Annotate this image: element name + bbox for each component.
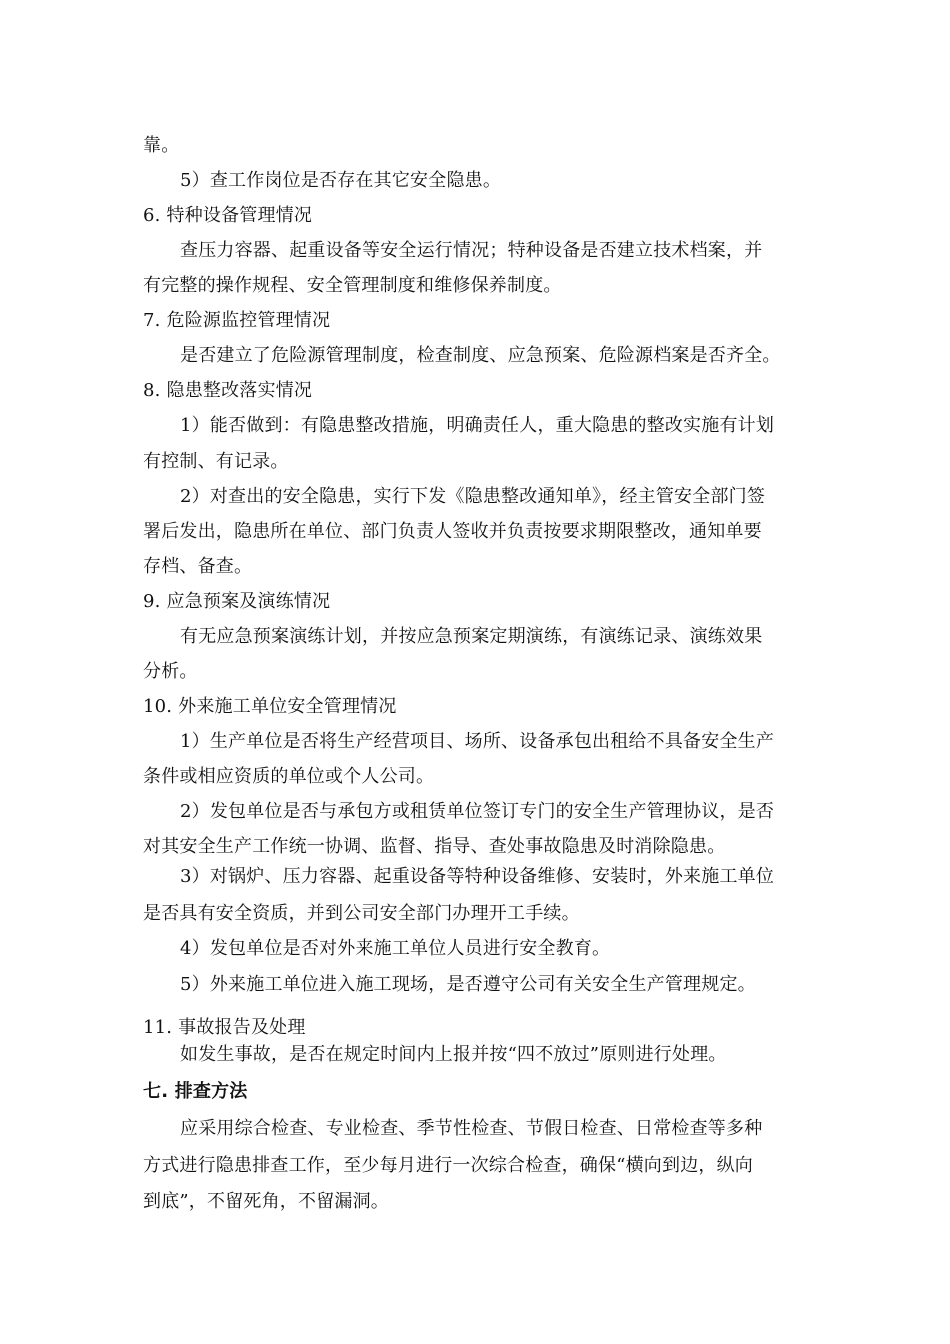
paragraph-line: 条件或相应资质的单位或个人公司。 [143,766,435,787]
paragraph-line: 3）对锅炉、压力容器、起重设备等特种设备维修、安装时，外来施工单位 [180,866,775,887]
section-heading-10: 10. 外来施工单位安全管理情况 [143,696,397,717]
paragraph-line: 如发生事故，是否在规定时间内上报并按“四不放过”原则进行处理。 [180,1044,727,1065]
section-heading-6: 6. 特种设备管理情况 [143,205,313,226]
paragraph-line: 分析。 [143,661,198,682]
text-line-item-5: 5）查工作岗位是否存在其它安全隐患。 [180,170,502,191]
paragraph-line: 有完整的操作规程、安全管理制度和维修保养制度。 [143,275,562,296]
paragraph-line: 2）对查出的安全隐患，实行下发《隐患整改通知单》，经主管安全部门签 [180,486,766,507]
paragraph-line: 1）能否做到：有隐患整改措施，明确责任人，重大隐患的整改实施有计划 [180,415,775,436]
paragraph-line: 4）发包单位是否对外来施工单位人员进行安全教育。 [180,938,611,959]
paragraph-line: 1）生产单位是否将生产经营项目、场所、设备承包出租给不具备安全生产 [180,731,775,752]
paragraph-line: 到底”，不留死角，不留漏洞。 [143,1191,390,1212]
paragraph-line: 方式进行隐患排查工作，至少每月进行一次综合检查，确保“横向到边，纵向 [143,1155,753,1176]
text-line-continuation: 靠。 [143,135,180,156]
section-heading-8: 8. 隐患整改落实情况 [143,380,313,401]
section-heading-7-methods: 七. 排查方法 [143,1081,248,1102]
paragraph-line: 有无应急预案演练计划，并按应急预案定期演练，有演练记录、演练效果 [180,626,763,647]
paragraph-line: 5）外来施工单位进入施工现场，是否遵守公司有关安全生产管理规定。 [180,974,756,995]
paragraph-line: 查压力容器、起重设备等安全运行情况；特种设备是否建立技术档案，并 [180,240,763,261]
section-heading-7: 7. 危险源监控管理情况 [143,310,331,331]
paragraph-line: 应采用综合检查、专业检查、季节性检查、节假日检查、日常检查等多种 [180,1118,763,1139]
paragraph-line: 对其安全生产工作统一协调、监督、指导、查处事故隐患及时消除隐患。 [143,836,726,857]
paragraph-line: 是否建立了危险源管理制度，检查制度、应急预案、危险源档案是否齐全。 [180,345,781,366]
paragraph-line: 2）发包单位是否与承包方或租赁单位签订专门的安全生产管理协议，是否 [180,801,775,822]
paragraph-line: 是否具有安全资质，并到公司安全部门办理开工手续。 [143,903,580,924]
paragraph-line: 有控制、有记录。 [143,451,289,472]
section-heading-11: 11. 事故报告及处理 [143,1017,306,1038]
section-heading-9: 9. 应急预案及演练情况 [143,591,331,612]
paragraph-line: 署后发出，隐患所在单位、部门负责人签收并负责按要求期限整改，通知单要 [143,521,762,542]
paragraph-line: 存档、备查。 [143,556,253,577]
